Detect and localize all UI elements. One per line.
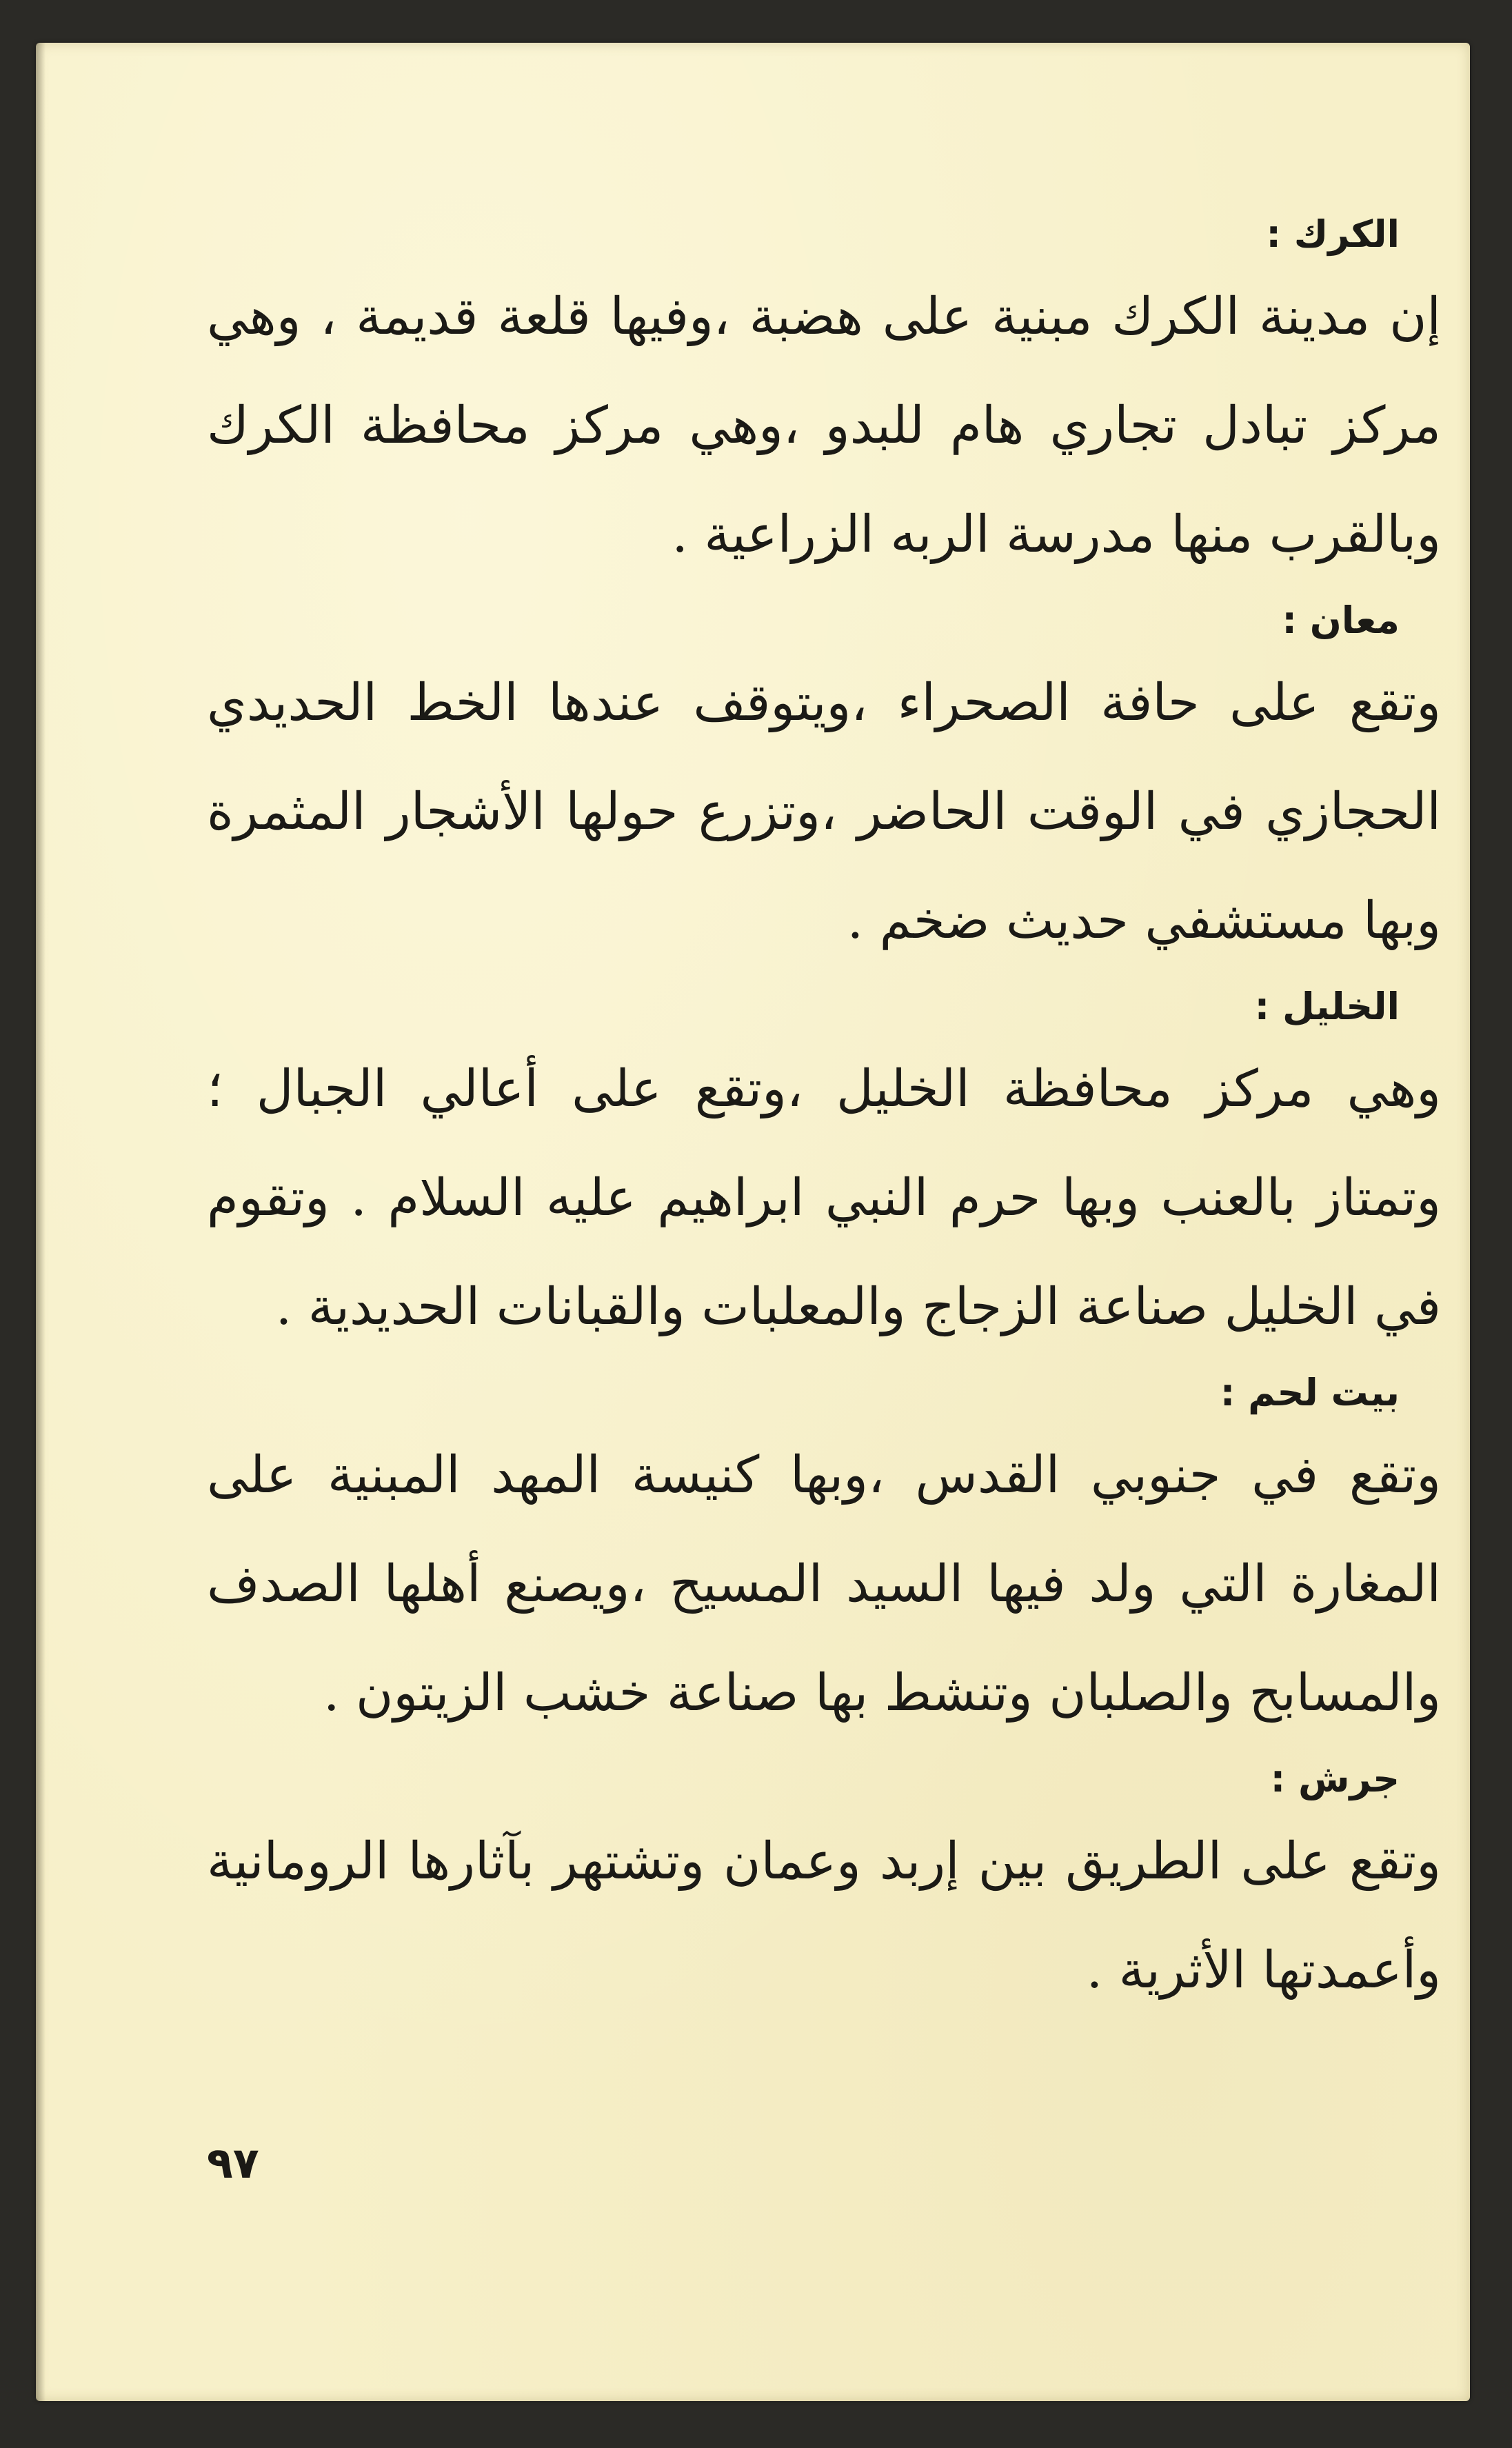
- section-heading: بيت لحم :: [1220, 1371, 1400, 1414]
- section-heading: الخليل :: [1254, 985, 1400, 1028]
- section-heading: معان :: [1282, 599, 1400, 642]
- section-maan: [207, 593, 1441, 975]
- section-heading: جرش :: [1270, 1757, 1400, 1800]
- section-bethlehem: [207, 1365, 1441, 1747]
- page-number: ٩٧: [207, 2138, 259, 2188]
- section-paragraph: إن مدينة الكرك مبنية على هضبة ،وفيها قلعة قديمة ، وهي مركز تبادل تجاري هام للبدو ،وهي مركز محافظة الكرك وبالقرب منها مدرسة الربه الزراعية .: [207, 287, 1441, 564]
- section-paragraph: وتقع على الطريق بين إربد وعمان وتشتهر بآثارها الرومانية وأعمدتها الأثرية .: [207, 1832, 1441, 2000]
- section-heading: الكرك :: [1266, 212, 1400, 256]
- section-jerash: [207, 1752, 1441, 2025]
- section-karak: [207, 207, 1441, 589]
- page-content: [207, 207, 1441, 2029]
- section-paragraph: وتقع في جنوبي القدس ،وبها كنيسة المهد المبنية على المغارة التي ولد فيها السيد المسيح ،ويصنع أهلها الصدف والمسابح والصلبان وتنشط بها صناعة خشب الزيتون .: [207, 1445, 1441, 1723]
- section-hebron: [207, 979, 1441, 1361]
- page-spine-shadow: [36, 43, 46, 2401]
- section-paragraph: وتقع على حافة الصحراء ،ويتوقف عندها الخط الحديدي الحجازي في الوقت الحاضر ،وتزرع حولها الأشجار المثمرة وبها مستشفي حديث ضخم .: [207, 673, 1441, 950]
- section-paragraph: وهي مركز محافظة الخليل ،وتقع على أعالي الجبال ؛ وتمتاز بالعنب وبها حرم النبي ابراهيم عليه السلام . وتقوم في الخليل صناعة الزجاج والمعلبات والقبانات الحديدية .: [207, 1059, 1441, 1336]
